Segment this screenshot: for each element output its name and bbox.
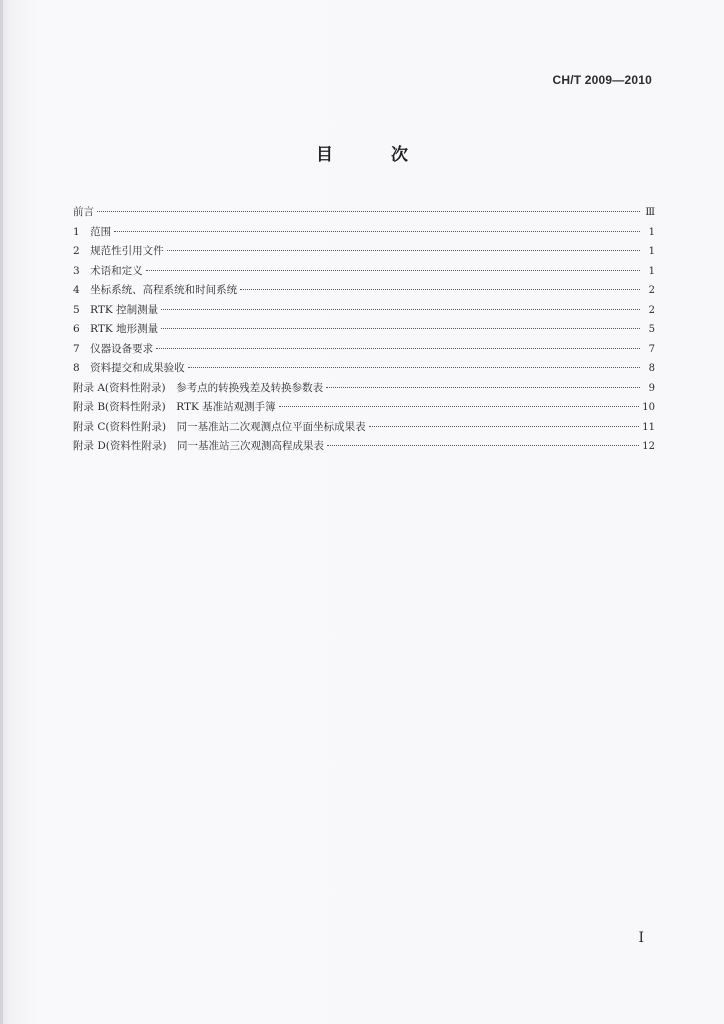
- toc-dot-leader: [161, 309, 640, 310]
- toc-entry[interactable]: [73, 418, 655, 438]
- toc-entry-page: 1: [648, 265, 655, 277]
- page-number: I: [638, 930, 644, 946]
- toc-entry-label: 5 RTK 控制测量: [73, 303, 159, 316]
- toc-entry[interactable]: [73, 320, 655, 340]
- toc-dot-leader: [326, 387, 640, 388]
- toc-entry-page: 9: [648, 382, 655, 394]
- toc-entry-page: 1: [648, 226, 655, 238]
- toc-entry[interactable]: [73, 379, 655, 399]
- toc-entry-page: 2: [648, 304, 655, 316]
- toc-entry-page: 11: [642, 421, 655, 433]
- toc-entry-label: 4 坐标系统、高程系统和时间系统: [73, 284, 238, 296]
- toc-dot-leader: [188, 367, 640, 368]
- toc-entry-label: 附录 B(资料性附录) RTK 基准站观测手簿: [73, 401, 276, 413]
- toc-dot-leader: [279, 406, 640, 407]
- toc-entry[interactable]: [73, 398, 655, 418]
- toc-entry-page: Ⅲ: [645, 207, 655, 218]
- table-of-contents: [73, 203, 655, 457]
- toc-entry-label: 前言: [73, 206, 94, 218]
- toc-entry-label: 3 术语和定义: [73, 264, 143, 277]
- toc-entry[interactable]: [73, 359, 655, 379]
- toc-entry[interactable]: [73, 281, 655, 301]
- toc-entry-page: 10: [642, 402, 655, 413]
- toc-entry-page: 8: [648, 363, 655, 374]
- toc-entry-page: 7: [648, 343, 655, 355]
- toc-entry-page: 5: [648, 324, 655, 335]
- toc-entry[interactable]: [73, 223, 655, 243]
- toc-dot-leader: [240, 289, 640, 290]
- toc-dot-leader: [114, 231, 640, 232]
- toc-entry[interactable]: [73, 437, 655, 457]
- toc-entry-label: 6 RTK 地形测量: [73, 323, 159, 335]
- toc-dot-leader: [97, 211, 640, 212]
- toc-entry[interactable]: [73, 242, 655, 262]
- toc-entry-label: 1 范围: [73, 225, 112, 238]
- toc-entry-page: 2: [648, 285, 655, 296]
- toc-dot-leader: [369, 426, 640, 427]
- toc-entry-page: 12: [642, 441, 655, 452]
- toc-dot-leader: [327, 445, 639, 446]
- toc-entry[interactable]: [73, 301, 655, 321]
- toc-entry-label: 7 仪器设备要求: [73, 342, 154, 355]
- toc-dot-leader: [161, 328, 640, 329]
- toc-dot-leader: [156, 348, 640, 349]
- toc-entry[interactable]: [73, 340, 655, 360]
- toc-entry-label: 附录 A(资料性附录) 参考点的转换残差及转换参数表: [73, 381, 324, 394]
- toc-entry-label: 附录 D(资料性附录) 同一基准站三次观测高程成果表: [73, 440, 324, 452]
- toc-entry[interactable]: [73, 262, 655, 282]
- toc-entry-label: 8 资料提交和成果验收: [73, 362, 185, 374]
- toc-entry[interactable]: [73, 203, 655, 223]
- toc-entry-label: 2 规范性引用文件: [73, 245, 164, 257]
- toc-entry-page: 1: [648, 246, 655, 257]
- toc-dot-leader: [146, 270, 640, 271]
- toc-dot-leader: [167, 250, 640, 251]
- standard-code: CH/T 2009—2010: [552, 73, 652, 87]
- toc-entry-label: 附录 C(资料性附录) 同一基准站二次观测点位平面坐标成果表: [73, 420, 366, 433]
- toc-title: 目 次: [316, 145, 434, 165]
